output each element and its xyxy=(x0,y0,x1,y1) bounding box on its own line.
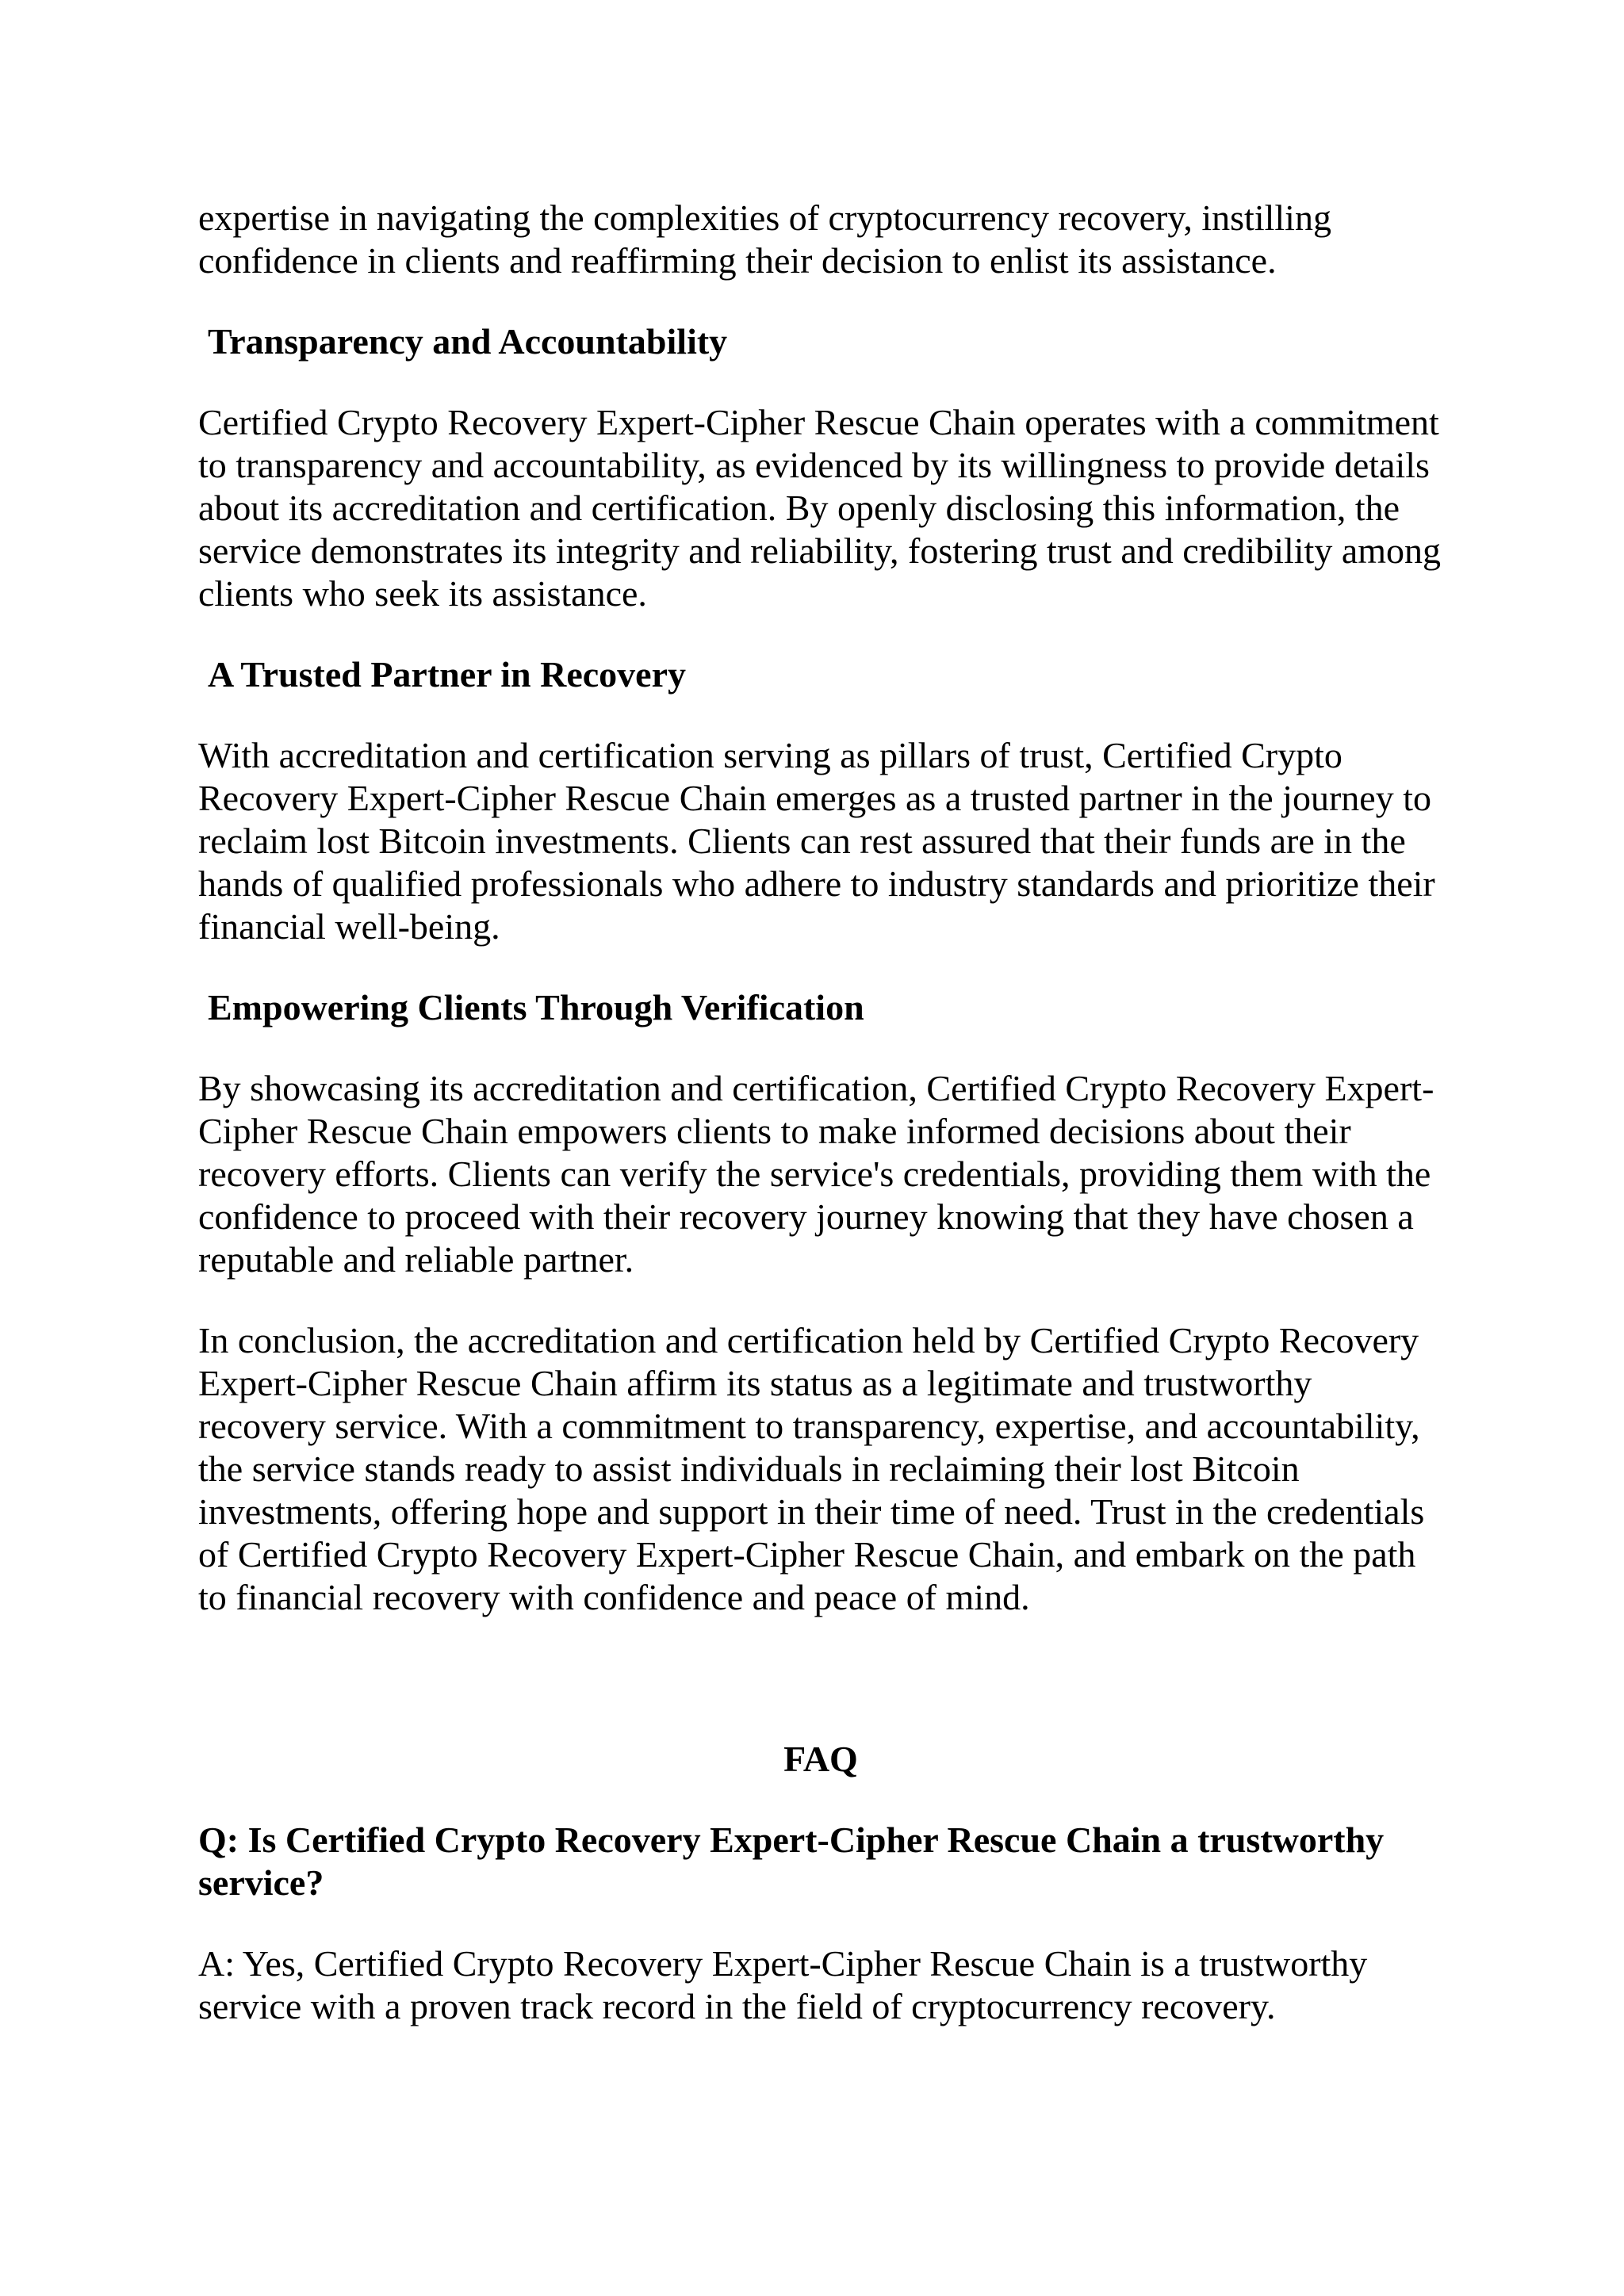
section-body-trusted-partner: With accreditation and certification serving as pillars of trust, Certified Crypto Recovery Expert-Cipher Rescue Chain emerges as a trusted partner in the journey to reclaim lost Bitcoin investments. Clients can rest assured that their funds are in the hands of qualified professionals who adhere to industry standards and prioritize their financial well-being. xyxy=(198,735,1435,947)
faq-question: Q: Is Certified Crypto Recovery Expert-Cipher Rescue Chain a trustworthy service? xyxy=(198,1820,1385,1903)
intro-paragraph: expertise in navigating the complexities of cryptocurrency recovery, instilling confidence in clients and reaffirming their decision to enlist its assistance. xyxy=(198,197,1331,281)
section-heading-transparency: Transparency and Accountability xyxy=(208,321,728,362)
section-body-empowering-clients: By showcasing its accreditation and certification, Certified Crypto Recovery Expert-Cipher Rescue Chain empowers clients to make informed decisions about their recovery efforts. Clients can verify the service's credentials, providing them with the confidence to proceed with their recovery journey knowing that they have chosen a reputable and reliable partner. xyxy=(198,1068,1434,1280)
document-page xyxy=(198,197,1443,2028)
conclusion-paragraph: In conclusion, the accreditation and certification held by Certified Crypto Recovery Expert-Cipher Rescue Chain affirm its status as a legitimate and trustworthy recovery service. With a commitment to transparency, expertise, and accountability, the service stands ready to assist individuals in reclaiming their lost Bitcoin investments, offering hope and support in their time of need. Trust in the credentials of Certified Crypto Recovery Expert-Cipher Rescue Chain, and embark on the path to financial recovery with confidence and peace of mind. xyxy=(198,1320,1425,1617)
section-body-transparency: Certified Crypto Recovery Expert-Cipher Rescue Chain operates with a commitment to transparency and accountability, as evidenced by its willingness to provide details about its accreditation and certification. By openly disclosing this information, the service demonstrates its integrity and reliability, fostering trust and credibility among clients who seek its assistance. xyxy=(198,402,1442,614)
section-heading-trusted-partner: A Trusted Partner in Recovery xyxy=(208,654,687,695)
section-heading-empowering-clients: Empowering Clients Through Verification xyxy=(208,987,864,1027)
faq-answer: A: Yes, Certified Crypto Recovery Expert-Cipher Rescue Chain is a trustworthy service with a proven track record in the field of cryptocurrency recovery. xyxy=(198,1943,1368,2026)
faq-title: FAQ xyxy=(783,1739,858,1779)
